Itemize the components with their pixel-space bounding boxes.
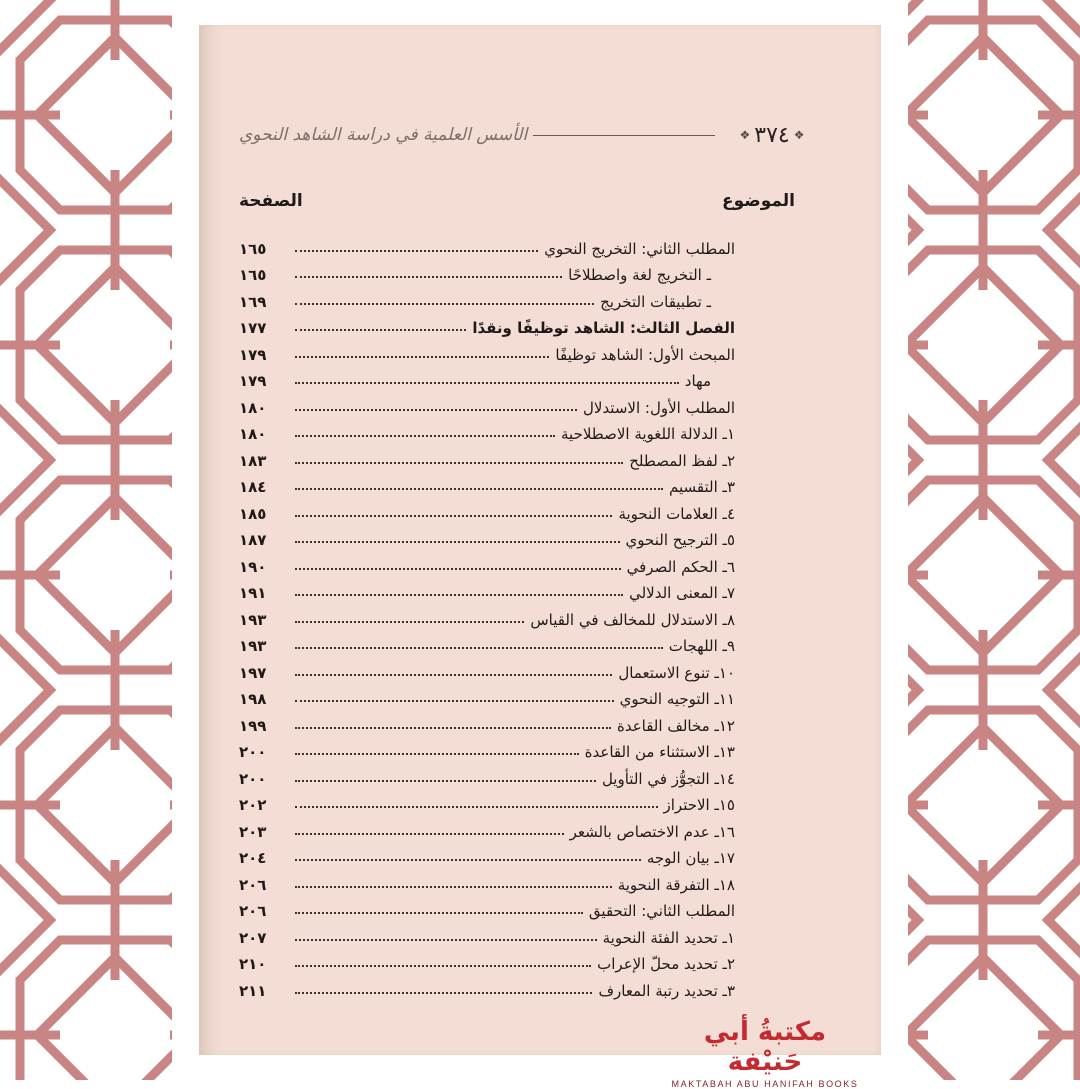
toc-page: ١٩٨ [239, 690, 267, 708]
toc-page: ١٦٩ [239, 292, 267, 311]
leader-dots [295, 806, 658, 808]
toc-row [239, 655, 735, 682]
toc-row [239, 549, 735, 576]
toc-row [239, 523, 735, 550]
leader-dots [295, 621, 524, 623]
toc-page: ٢٠٣ [239, 822, 267, 841]
logo-arabic-text: مكتبةُ أبي حَنيْفة [703, 1017, 827, 1077]
toc-row [239, 417, 735, 444]
toc-title: ١٤ـ التجوُّز في التأويل [601, 769, 735, 788]
toc-page: ١٦٥ [239, 239, 267, 258]
toc-row [239, 284, 735, 311]
topic-column-header: الموضوع [722, 191, 795, 211]
toc-row [239, 973, 735, 1000]
toc-title: ١ـ الدلالة اللغوية الاصطلاحية [561, 425, 735, 443]
toc-page: ١٦٥ [239, 266, 267, 284]
leader-dots [295, 700, 614, 702]
geometric-pattern-icon [0, 0, 172, 1080]
toc-row [239, 311, 735, 338]
toc-page: ٢٠٦ [239, 902, 267, 920]
toc-page: ١٨٤ [239, 478, 267, 496]
toc-title: ـ تطبيقات التخريج [600, 292, 711, 311]
toc-page: ١٨٣ [239, 451, 267, 470]
toc-title: ٣ـ تحديد رتبة المعارف [598, 981, 735, 1000]
book-title: الأسس العلمية في دراسة الشاهد النحوي [239, 125, 528, 145]
toc-title: ١٦ـ عدم الاختصاص بالشعر [569, 822, 735, 841]
toc-row [239, 920, 735, 947]
logo-english-text: MAKTABAH ABU HANIFAH BOOKS [671, 1079, 859, 1089]
toc-title: ١٥ـ الاحتراز [663, 796, 735, 814]
toc-row [239, 576, 735, 603]
leader-dots [295, 568, 621, 570]
header-rule [533, 135, 715, 136]
left-decorative-pattern [0, 0, 172, 1080]
toc-row [239, 894, 735, 921]
toc-title: المبحث الأول: الشاهد توظيفًا [555, 345, 735, 364]
leader-dots [295, 515, 612, 517]
toc-page: ١٨٥ [239, 504, 267, 523]
toc-page: ٢١١ [239, 981, 267, 1000]
toc-row [239, 390, 735, 417]
toc-row [239, 337, 735, 364]
toc-title: ١٠ـ تنوع الاستعمال [618, 663, 735, 682]
leader-dots [295, 965, 591, 967]
toc-page: ١٩٣ [239, 637, 267, 655]
toc-row [239, 814, 735, 841]
book-page [199, 25, 881, 1089]
leader-dots [295, 647, 663, 649]
toc-page: ١٩٧ [239, 663, 267, 682]
toc-page: ١٨٠ [239, 398, 267, 417]
toc-title: ٨ـ الاستدلال للمخالف في القياس [530, 610, 735, 629]
toc-row [239, 947, 735, 974]
toc-page: ١٩٩ [239, 716, 267, 735]
toc-row [239, 231, 735, 258]
leader-dots [295, 992, 592, 994]
toc-row [239, 841, 735, 868]
leader-dots [295, 409, 577, 411]
toc-title: ١ـ تحديد الفئة النحوية [602, 928, 735, 947]
leader-dots [295, 541, 620, 543]
toc-page: ٢٠٠ [239, 743, 267, 761]
toc-row [239, 602, 735, 629]
leader-dots [295, 674, 612, 676]
toc-title: المطلب الأول: الاستدلال [582, 398, 735, 417]
page-number [721, 120, 823, 150]
leader-dots [295, 912, 583, 914]
toc-title: ١١ـ التوجيه النحوي [619, 690, 735, 708]
toc-title: ١٨ـ التفرقة النحوية [617, 875, 735, 894]
leader-dots [295, 462, 623, 464]
leader-dots [295, 780, 596, 782]
toc-row [239, 496, 735, 523]
toc-row [239, 682, 735, 709]
toc-page: ١٨٠ [239, 425, 267, 443]
toc-title: ٥ـ الترجيح النحوي [625, 531, 735, 549]
toc-page: ١٩١ [239, 584, 267, 602]
toc-row [239, 867, 735, 894]
toc-page: ١٧٩ [239, 345, 267, 364]
toc-title: ٤ـ العلامات النحوية [618, 504, 735, 523]
right-decorative-pattern [908, 0, 1080, 1080]
toc-row [239, 735, 735, 762]
page-number-text: ❖ ٣٧٤ [754, 122, 790, 148]
leader-dots [295, 833, 564, 835]
toc-row [239, 788, 735, 815]
toc-title: ٧ـ المعنى الدلالي [629, 584, 735, 602]
toc-title: ـ التخريج لغة واصطلاحًا [568, 266, 711, 284]
leader-dots [295, 939, 597, 941]
toc-title: الفصل الثالث: الشاهد توظيفًا ونقدًا [472, 319, 735, 337]
toc-row [239, 258, 735, 285]
leader-dots [295, 382, 679, 384]
leader-dots [295, 886, 612, 888]
leader-dots [295, 859, 641, 861]
toc-page: ١٨٧ [239, 531, 267, 549]
toc-row [239, 364, 735, 391]
toc-page: ١٩٣ [239, 610, 267, 629]
toc-title: ٩ـ اللهجات [668, 637, 735, 655]
toc-title: ١٧ـ بيان الوجه [646, 849, 735, 867]
toc-page: ٢٠٧ [239, 928, 267, 947]
leader-dots [295, 276, 562, 278]
page-column-header: الصفحة [239, 191, 303, 211]
toc-page: ٢٠٦ [239, 875, 267, 894]
toc-page: ٢١٠ [239, 955, 267, 973]
leader-dots [295, 250, 538, 252]
leader-dots [295, 753, 579, 755]
toc-title: المطلب الثاني: التحقيق [588, 902, 735, 920]
geometric-pattern-icon [908, 0, 1080, 1080]
toc-row [239, 443, 735, 470]
leader-dots [295, 594, 623, 596]
running-header [239, 115, 823, 155]
column-headers [239, 187, 795, 215]
leader-dots [295, 356, 549, 358]
toc-title: ١٣ـ الاستثناء من القاعدة [584, 743, 735, 761]
toc-title: ٣ـ التقسيم [669, 478, 735, 496]
toc-title: ١٢ـ مخالف القاعدة [616, 716, 735, 735]
toc-title: ٢ـ تحديد محلّ الإعراب [597, 955, 735, 973]
toc-title: المطلب الثاني: التخريج النحوي [544, 239, 735, 258]
toc-page: ١٧٩ [239, 372, 267, 390]
toc-page: ٢٠٢ [239, 796, 267, 814]
toc-page: ١٧٧ [239, 319, 267, 337]
toc-title: ٦ـ الحكم الصرفي [626, 557, 735, 576]
leader-dots [295, 329, 466, 331]
leader-dots [295, 435, 555, 437]
toc-title: ٢ـ لفظ المصطلح [629, 451, 735, 470]
table-of-contents [239, 231, 735, 1000]
toc-row [239, 629, 735, 656]
leader-dots [295, 727, 611, 729]
toc-row [239, 470, 735, 497]
toc-row [239, 761, 735, 788]
publisher-logo [669, 1017, 861, 1089]
leader-dots [295, 488, 663, 490]
toc-title: مهاد [684, 372, 711, 390]
toc-page: ٢٠٠ [239, 769, 267, 788]
toc-row [239, 708, 735, 735]
toc-page: ٢٠٤ [239, 849, 267, 867]
leader-dots [295, 303, 594, 305]
toc-page: ١٩٠ [239, 557, 267, 576]
